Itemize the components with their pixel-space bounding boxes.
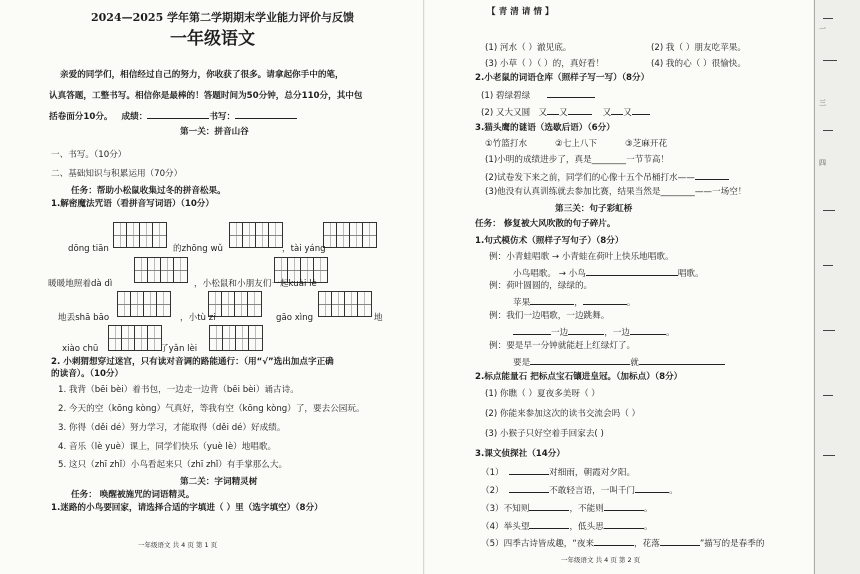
edge-tick [823, 330, 835, 331]
answer-blank[interactable] [530, 356, 630, 365]
question-2: 2.小老鼠的词语仓库（照样子写一写）（8分） [475, 73, 650, 83]
writing-box[interactable] [208, 291, 262, 317]
edge-mark: 四 [819, 159, 826, 167]
reading-item-4[interactable]: 4. 音乐（lè yuè）课上，同学们快乐（yuè lè）地唱歌。 [58, 442, 277, 452]
fill-item[interactable]: (1) 河水（ ）澈见底。 [485, 43, 572, 53]
text-item-4: （4）举头望 ，低头思 。 [481, 522, 653, 532]
answer-blank[interactable] [594, 537, 634, 546]
writing-box[interactable] [209, 325, 263, 351]
exam-page-2 [425, 0, 813, 574]
pinyin-text: 地丢shā bāo [58, 313, 110, 323]
writing-box[interactable] [108, 325, 162, 351]
page-footer: 一年级语文 共 4 页 第 2 页 [561, 556, 641, 564]
fill-item[interactable]: (2) 我（ ）朋友吃苹果。 [651, 43, 746, 53]
writing-box[interactable] [117, 291, 171, 317]
edge-tick [823, 265, 833, 266]
answer-blank[interactable] [530, 296, 574, 305]
punctuation-item-3[interactable]: (3) 小猴子只好空着手回家去( ) [485, 429, 604, 439]
task-3: 任务： 修复被大风吹散的句子碎片。 [475, 219, 616, 229]
example-1: 例：小青蛙唱歌 → 小青蛙在荷叶上快乐地唱歌。 [489, 252, 674, 262]
section-3-title: 第三关：句子彩虹桥 [555, 204, 633, 214]
exam-title: 2024—2025 学年第二学期期末学业能力评价与反馈 [91, 11, 355, 24]
answer-blank[interactable] [529, 520, 569, 529]
option-1: ①竹篮打水 [485, 139, 528, 149]
writing-box[interactable] [134, 257, 188, 283]
reading-item-5[interactable]: 5. 这只（zhī zhǐ）小鸟看起来只（zhī zhǐ）有手掌那么大。 [58, 460, 288, 470]
text-item-5: （5）四季古诗皆成趣，“夜来 ，花落 ”描写的是春季的 [481, 539, 765, 549]
subject-title: 一年级语文 [170, 29, 255, 49]
reading-item-3[interactable]: 3. 你得（děi dé）努力学习，才能取得（děi dé）好成绩。 [58, 423, 286, 433]
answer-blank[interactable] [509, 484, 549, 493]
pinyin-text: xiào chū [62, 344, 99, 354]
answer-blank[interactable] [568, 326, 604, 335]
question-3: 3.猫头鹰的谜语（选歇后语）（6分） [475, 123, 615, 133]
page-footer: 一年级语文 共 4 页 第 1 页 [138, 541, 218, 549]
edge-mark: 一 [819, 25, 826, 33]
answer-blank[interactable] [660, 537, 700, 546]
next-page-edge [814, 0, 860, 574]
punctuation-item-1[interactable]: (1) 你瞧（ ）夏夜多美呀（ ） [485, 389, 600, 399]
edge-tick [823, 210, 835, 211]
writing-box[interactable] [318, 291, 372, 317]
edge-tick [823, 395, 833, 396]
reading-item-1[interactable]: 1. 我背（bēi bèi）着书包，一边走一边背（bēi bèi）诵古诗。 [58, 385, 299, 395]
edge-mark: 三 [819, 99, 826, 107]
answer-blank[interactable] [604, 502, 644, 511]
pinyin-text: gāo xìng [276, 313, 314, 323]
answer-blank[interactable] [513, 326, 551, 335]
answer-blank[interactable] [695, 171, 729, 180]
imitation-item-4: 要是 就 [513, 356, 725, 369]
answer-blank[interactable] [604, 520, 644, 529]
pinyin-text: ，小松鼠和小朋友们一起kuài lè [194, 279, 317, 289]
fill-item[interactable]: (4) 我的心（ ）很愉快。 [651, 59, 746, 69]
section-2-title: 第二关：字词精灵树 [180, 477, 258, 487]
pinyin-text: 暖暖地照着dà dì [48, 279, 113, 289]
question-2: 二、基础知识与积累运用（70分） [51, 169, 183, 179]
question-2-2-cont: 的读音）。（10分） [51, 369, 124, 379]
question-2-2: 2. 小刺猬想穿过迷宫，只有读对音调的路能通行：（用“√”选出加点字正确 [51, 357, 334, 367]
question-2-1: 1.解密魔法咒语（看拼音写词语）（10分） [51, 199, 214, 209]
score-blank[interactable] [147, 110, 209, 119]
pinyin-text: dōng tiān [68, 244, 109, 254]
answer-blank[interactable] [586, 267, 678, 276]
pinyin-text: 地 [374, 313, 383, 323]
answer-blank[interactable] [635, 484, 669, 493]
punctuation-item-2[interactable]: (2) 你能来参加这次的读书交流会吗（ ） [485, 409, 641, 419]
edge-tick [823, 455, 835, 456]
pinyin-text: ，小tù zi [180, 313, 216, 323]
answer-blank[interactable] [509, 466, 549, 475]
pinyin-text: ，tài yáng [282, 244, 326, 254]
exam-page-1 [0, 0, 424, 574]
writing-box[interactable] [323, 222, 377, 248]
reading-item-2[interactable]: 2. 今天的空（kōng kòng）气真好，等我有空（kōng kòng）了，要去公园玩。 [58, 404, 365, 414]
word-item-1: (1) 碧绿碧绿 [481, 89, 595, 102]
intro-line-3: 括卷面分10分。 成绩： 书写： [49, 110, 297, 123]
word-bank: 【 青 清 请 情 】 [487, 7, 554, 17]
option-2: ②七上八下 [555, 139, 598, 149]
answer-blank[interactable] [583, 296, 627, 305]
answer-blank[interactable] [568, 106, 592, 115]
edge-tick [823, 130, 833, 131]
handwriting-blank[interactable] [235, 110, 297, 119]
question-1: 一、书写。（10分） [51, 150, 127, 160]
example-3: 例：我们一边唱歌，一边跳舞。 [489, 311, 610, 321]
answer-blank[interactable] [630, 326, 666, 335]
example-2: 例：荷叶圆圆的，绿绿的。 [489, 281, 593, 291]
pinyin-text: 的zhōng wǔ [173, 244, 223, 254]
question-4: 1.句式模仿术（照样子写句子）（8分） [475, 236, 624, 246]
text-item-3: （3）不知则 ，不能则 。 [481, 504, 653, 514]
writing-box[interactable] [229, 222, 283, 248]
answer-blank[interactable] [639, 356, 725, 365]
answer-blank[interactable] [547, 89, 595, 98]
riddle-item-1[interactable]: (1)小明的成绩进步了，真是________一节节高！ [485, 155, 670, 165]
imitation-item-3: 一边 ，一边 。 [513, 326, 675, 339]
answer-blank[interactable] [632, 106, 650, 115]
riddle-item-2[interactable]: (2)试卷发下来之前，同学们的心像十五个吊桶打水—— [485, 171, 729, 184]
writing-box[interactable] [113, 222, 167, 248]
question-3: 1.迷路的小鸟要回家，请选择合适的字填进（ ）里（选字填空）（8分） [51, 503, 323, 513]
question-5: 2.标点能量石 把标点宝石镶进皇冠。（加标点）（8分） [475, 372, 683, 382]
edge-tick [823, 18, 833, 19]
riddle-item-3[interactable]: (3)他没有认真训练就去参加比赛，结果当然是________——一场空！ [485, 187, 747, 197]
section-1-title: 第一关：拼音山谷 [180, 127, 249, 137]
imitation-item-2: 苹果 ， 。 [513, 298, 636, 308]
text-item-2: （2） 不敢轻言语，一叫千门 。 [481, 486, 678, 496]
task-2: 任务： 唤醒被施咒的词语精灵。 [71, 490, 195, 500]
fill-item[interactable]: (3) 小草（ ）（ ）的，真好看！ [485, 59, 605, 69]
imitation-item-1: 小鸟唱歌。 → 小鸟 唱歌。 [513, 269, 704, 279]
edge-tick [823, 60, 837, 61]
word-item-2: (2) 又大又圆 又 又 又 又 [481, 106, 650, 119]
intro-line-1: 亲爱的同学们，相信经过自己的努力，你收获了很多。请拿起你手中的笔， [60, 70, 344, 80]
task-1: 任务：帮助小松鼠收集过冬的拼音松果。 [71, 186, 226, 196]
answer-blank[interactable] [547, 106, 559, 115]
answer-blank[interactable] [529, 502, 569, 511]
example-4: 例：要是早一分钟就能赶上红绿灯了。 [489, 341, 636, 351]
text-item-1: （1） 对细雨，朝霞对夕阳。 [481, 468, 636, 478]
option-3: ③芝麻开花 [625, 139, 668, 149]
intro-line-2: 认真答题，工整书写。相信你是最棒的！答题时间为50分钟，总分110分，其中包 [49, 91, 363, 101]
pinyin-text: 了yǎn lèi [160, 344, 198, 354]
answer-blank[interactable] [611, 106, 623, 115]
question-6: 3.课文侦探社（14分） [475, 449, 565, 459]
